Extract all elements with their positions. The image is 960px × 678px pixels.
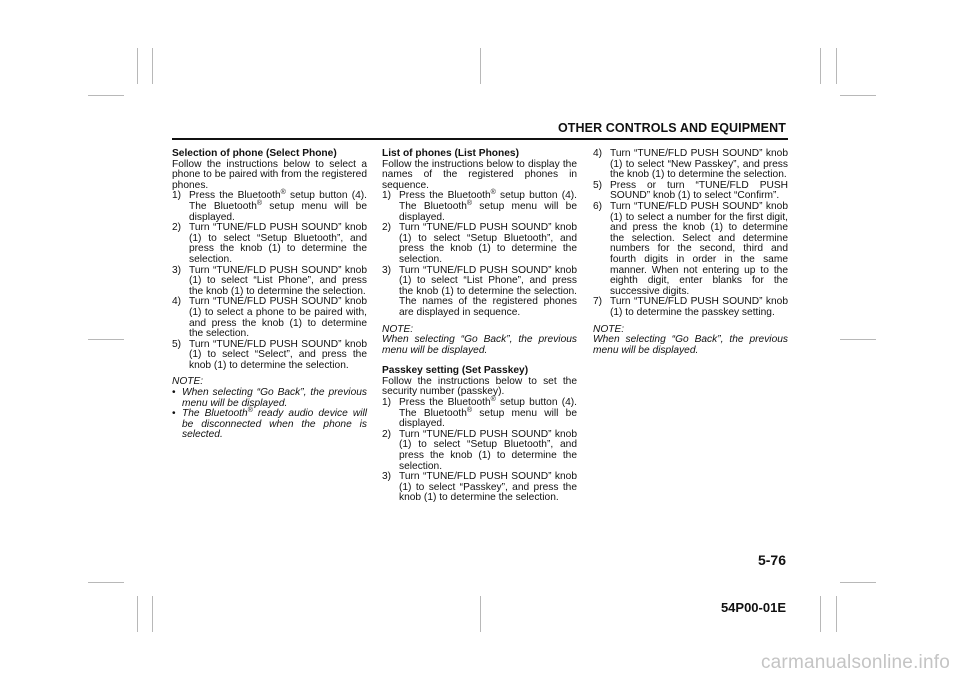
step-text: Turn “TUNE/FLD PUSH SOUND” knob (1) to select “List Phone”, and press the knob (1) to determine the selection. The names of the registered phones are displayed in sequence. xyxy=(399,264,577,318)
step-text: Turn “TUNE/FLD PUSH SOUND” knob (1) to select “Setup Bluetooth”, and press the knob (1) to determine the selection. xyxy=(399,222,577,265)
crop-mark xyxy=(480,48,481,84)
crop-mark xyxy=(152,48,153,84)
registered-mark: ® xyxy=(490,189,496,197)
step-text: Turn “TUNE/FLD PUSH SOUND” knob (1) to select a number for the first digit, and press the knob (1) to determine the selection. Select and determine numbers for the second, third and fourth digits in order in the same manner. When not entering up to the eighth digit, enter blanks for the successive digits. xyxy=(610,200,788,297)
section-title: List of phones (List Phones) xyxy=(382,148,519,159)
step-item xyxy=(382,266,577,319)
step-number: 3) xyxy=(172,264,182,276)
step-item xyxy=(593,181,788,202)
registered-mark: ® xyxy=(466,199,473,207)
step-list xyxy=(593,149,788,319)
header-divider xyxy=(172,138,788,140)
step-item xyxy=(172,340,367,372)
step-item xyxy=(382,398,577,430)
step-number: 3) xyxy=(382,471,392,483)
step-text: Turn “TUNE/FLD PUSH SOUND” knob (1) to select “Select”, and press the knob (1) to determine the selection. xyxy=(189,338,367,371)
step-text: setup menu will be displayed. xyxy=(399,200,577,223)
step-text: Press or turn “TUNE/FLD PUSH SOUND” knob (1) to select “Confirm”. xyxy=(610,179,788,202)
crop-mark xyxy=(88,95,124,96)
crop-mark xyxy=(480,596,481,632)
crop-mark xyxy=(137,48,138,84)
registered-mark: ® xyxy=(256,199,263,207)
crop-mark xyxy=(88,582,124,583)
column-list-phones xyxy=(382,149,577,504)
page-header-title: OTHER CONTROLS AND EQUIPMENT xyxy=(557,121,786,135)
registered-mark: ® xyxy=(247,407,253,415)
step-text: setup menu will be displayed. xyxy=(399,407,577,430)
step-text: Press the Bluetooth xyxy=(399,190,491,202)
section-intro: Follow the instructions below to select a phone to be paired with from the registered phones. xyxy=(172,158,367,191)
step-text: Turn “TUNE/FLD PUSH SOUND” knob (1) to select “Setup Bluetooth”, and press the knob (1) to determine the selection. xyxy=(399,428,577,472)
note-text: ready audio device will be disconnected when the phone is selected. xyxy=(182,408,368,441)
column-select-phone xyxy=(172,149,367,441)
page-number: 5-76 xyxy=(757,552,786,568)
crop-mark xyxy=(836,48,837,84)
step-text: Turn “TUNE/FLD PUSH SOUND” knob (1) to select “Setup Bluetooth”, and press the knob (1) to determine the selection. xyxy=(189,222,367,265)
note-text: The Bluetooth xyxy=(182,408,248,420)
note-item xyxy=(172,409,367,441)
step-text: Turn “TUNE/FLD PUSH SOUND” knob (1) to select “List Phone”, and press the knob (1) to determine the selection. xyxy=(189,264,367,297)
step-number: 2) xyxy=(172,222,182,234)
step-item xyxy=(172,297,367,339)
step-number: 6) xyxy=(593,200,603,212)
crop-mark xyxy=(820,48,821,84)
step-item xyxy=(382,223,577,265)
step-list xyxy=(172,191,367,371)
step-number: 7) xyxy=(593,296,603,308)
document-code: 54P00-01E xyxy=(720,600,786,615)
step-item xyxy=(593,202,788,297)
step-item xyxy=(172,223,367,265)
step-text: Press the Bluetooth xyxy=(189,190,281,202)
step-item xyxy=(382,430,577,472)
step-number: 2) xyxy=(382,222,392,234)
note-label: NOTE: xyxy=(382,323,414,335)
registered-mark: ® xyxy=(466,406,473,414)
note-item xyxy=(172,388,367,409)
crop-mark xyxy=(152,596,153,632)
crop-mark xyxy=(88,339,124,340)
step-number: 2) xyxy=(382,428,392,440)
step-item xyxy=(382,191,577,223)
note-text: When selecting “Go Back”, the previous menu will be displayed. xyxy=(593,334,788,356)
note-text: When selecting “Go Back”, the previous menu will be displayed. xyxy=(182,387,367,409)
step-text: setup menu will be displayed. xyxy=(189,200,367,223)
section-title: Passkey setting (Set Passkey) xyxy=(382,365,529,377)
registered-mark: ® xyxy=(490,396,496,404)
note-label: NOTE: xyxy=(172,376,204,388)
step-text: Turn “TUNE/FLD PUSH SOUND” knob (1) to select “New Passkey”, and press the knob (1) to determine the selection. xyxy=(610,148,788,181)
crop-mark xyxy=(840,582,876,583)
section-intro: Follow the instructions below to set the security number (passkey). xyxy=(382,375,577,398)
registered-mark: ® xyxy=(280,189,286,197)
step-item xyxy=(593,149,788,181)
step-item xyxy=(172,191,367,223)
step-text: setup button (4). The Bluetooth xyxy=(399,397,577,419)
step-number: 1) xyxy=(382,397,392,409)
column-passkey-continued xyxy=(593,149,788,356)
watermark-text: carmanualsonline.info xyxy=(760,652,950,673)
step-number: 1) xyxy=(382,190,392,202)
note-list xyxy=(172,388,367,441)
step-text: Turn “TUNE/FLD PUSH SOUND” knob (1) to determine the passkey setting. xyxy=(610,296,788,318)
step-list xyxy=(382,398,577,504)
step-number: 4) xyxy=(172,296,182,308)
step-number: 4) xyxy=(593,148,603,159)
step-number: 1) xyxy=(172,190,182,202)
note-label: NOTE: xyxy=(593,323,625,335)
step-text: Turn “TUNE/FLD PUSH SOUND” knob (1) to select a phone to be paired with, and press the knob (1) to determine the selection. xyxy=(189,296,367,340)
step-number: 3) xyxy=(382,264,392,276)
section-title: Selection of phone (Select Phone) xyxy=(172,148,337,159)
step-item xyxy=(172,266,367,298)
step-text: setup button (4). The Bluetooth xyxy=(399,190,577,212)
section-intro: Follow the instructions below to display the names of the registered phones in sequence. xyxy=(382,158,577,191)
step-text: Turn “TUNE/FLD PUSH SOUND” knob (1) to select “Passkey”, and press the knob (1) to determine the selection. xyxy=(399,471,577,504)
step-number: 5) xyxy=(172,338,182,350)
step-item xyxy=(382,472,577,504)
step-item xyxy=(593,297,788,318)
note-text: When selecting “Go Back”, the previous menu will be displayed. xyxy=(382,334,577,356)
step-text: Press the Bluetooth xyxy=(399,397,491,409)
crop-mark xyxy=(137,596,138,632)
crop-mark xyxy=(836,596,837,632)
crop-mark xyxy=(840,95,876,96)
crop-mark xyxy=(840,339,876,340)
step-number: 5) xyxy=(593,179,603,191)
step-list xyxy=(382,191,577,318)
step-text: setup button (4). The Bluetooth xyxy=(189,190,367,212)
crop-mark xyxy=(820,596,821,632)
